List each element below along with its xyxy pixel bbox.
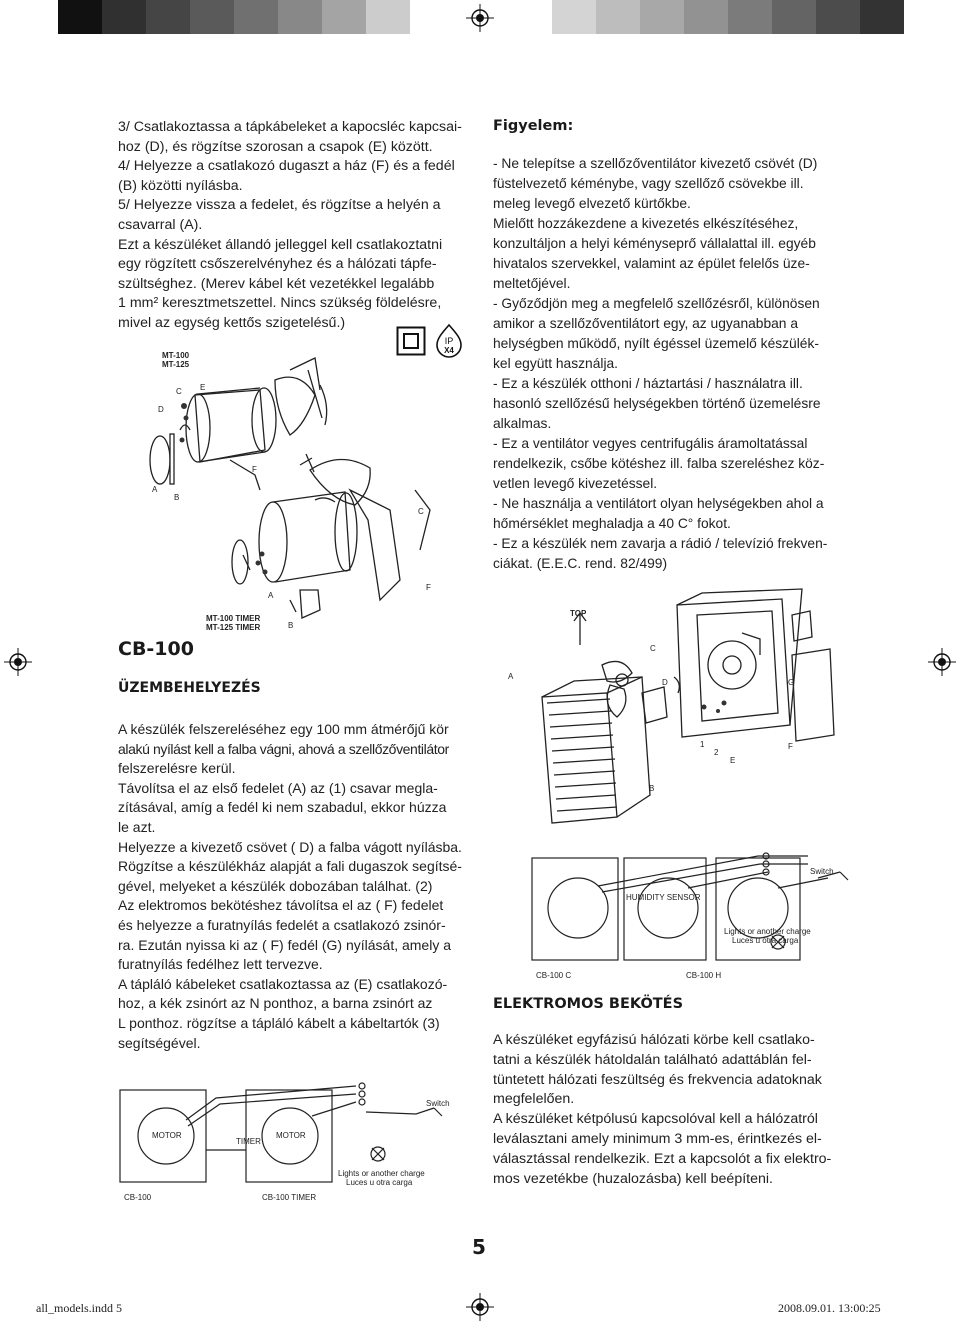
model-label: MT-125 (162, 360, 190, 369)
part-label: D (662, 678, 668, 687)
color-swatch (234, 0, 278, 34)
model-label: MT-100 (162, 351, 190, 360)
text-line: mivel az egység kettős szigetelésű.) (118, 314, 346, 331)
text-line: csavarral (A). (118, 216, 203, 233)
installation-text (118, 720, 470, 1053)
model-label: CB-100 H (686, 971, 722, 980)
text-line: 5/ Helyezze vissza a fedelet, és rögzítse a helyén a (118, 197, 441, 214)
text-line: Mielőtt hozzákezdene a kivezetés elkészítéséhez, (493, 216, 799, 231)
figyelem-section (493, 118, 845, 574)
text-line: - Ne használja a ventilátort olyan helységekben ahol a (493, 496, 824, 511)
note-line: Luces u otra carga (346, 1178, 413, 1187)
text-line: hoz (D), és rögzítse szorosan a csapok (E) között. (118, 138, 433, 155)
color-swatch (146, 0, 190, 34)
color-swatch (860, 0, 904, 34)
color-swatch (728, 0, 772, 34)
text-line: mos vezetékbe (huzalozásba) kell beépíteni. (493, 1170, 773, 1187)
color-swatch (366, 0, 410, 34)
text-line: helységben működő, nyílt égéssel üzemelő készülék- (493, 336, 819, 351)
timer-label: TIMER (236, 1137, 261, 1146)
part-label: A (268, 591, 274, 600)
text-line: ra. Ezután nyissa ki az ( F) fedél (G) nyílását, amely a (118, 936, 452, 953)
text-line: 3/ Csatlakoztassa a tápkábeleket a kapocsléc kapcsai- (118, 119, 462, 135)
text-line: le azt. (118, 818, 156, 835)
section-heading: ÜZEMBEHELYEZÉS (118, 680, 261, 696)
model-label: MT-100 TIMER (206, 614, 261, 623)
text-line: - Győződjön meg a megfelelő szellőzésről, különösen (493, 296, 820, 311)
exploded-fan-diagram (140, 350, 460, 640)
page-number: 5 (472, 1235, 486, 1259)
wiring-diagram-timer (116, 1080, 466, 1206)
text-line: leválasztani amely minimum 3 mm-es, érintkezés el- (493, 1130, 822, 1147)
part-label: F (788, 742, 793, 751)
text-line: megfelelően. (493, 1091, 575, 1108)
wiring-diagram-c-h (528, 842, 858, 984)
model-label: MT-125 TIMER (206, 623, 261, 632)
switch-label: Switch (810, 867, 834, 876)
text-line: - Ne telepítse a szellőzőventilátor kivezető csövét (D) (493, 156, 818, 171)
text-line: L ponthoz. rögzítse a tápláló kábelt a kábeltartók (3) (118, 1014, 440, 1031)
text-line: tüntetett hálózati feszültség és frekvencia adatoknak (493, 1071, 822, 1088)
elektromos-section (493, 996, 845, 1189)
part-label: D (158, 405, 164, 414)
text-line: zításával, amíg a fedél ki nem szabadul, ekkor húzza (118, 799, 447, 816)
model-label: CB-100 TIMER (262, 1193, 317, 1202)
note-line: Lights or another charge (724, 927, 811, 936)
elektromos-text (493, 1031, 845, 1189)
text-line: hasonló szellőzésű helységekben történő üzemelésre (493, 396, 821, 411)
color-swatch (640, 0, 684, 34)
text-line: - Ez a készülék nem zavarja a rádió / televízió frekven- (493, 536, 828, 551)
elektromos-title: ELEKTROMOS BEKÖTÉS (493, 996, 684, 1012)
text-line: amikor a szellőzőventilátort egy, az ugyanabban a (493, 316, 798, 331)
text-line: 1 mm² keresztmetszettel. Nincs szükség földelésre, (118, 295, 442, 312)
text-line: Ezt a készüléket állandó jelleggel kell csatlakoztatni (118, 236, 443, 253)
color-swatch (552, 0, 596, 34)
model-label: CB-100 (124, 1193, 152, 1202)
part-label: B (288, 621, 294, 630)
model-heading: CB-100 (118, 638, 194, 660)
note-line: Lights or another charge (338, 1169, 425, 1178)
part-label: C (650, 644, 656, 653)
part-label: E (730, 756, 736, 765)
color-swatch (596, 0, 640, 34)
text-line: - Ez a készülék otthoni / háztartási / használatra ill. (493, 376, 803, 391)
figyelem-title: Figyelem: (493, 118, 574, 134)
motor-label: MOTOR (276, 1131, 306, 1140)
part-label: A (152, 485, 158, 494)
part-label: C (176, 387, 182, 396)
text-line: A tápláló kábeleket csatlakoztassa az (E) csatlakozó- (118, 975, 448, 992)
install-steps-text (118, 118, 474, 334)
text-line: alkalmas. (493, 416, 552, 431)
part-label: G (788, 678, 795, 687)
text-line: felszerelésre kerül. (118, 760, 236, 777)
text-line: A készülék felszereléséhez egy 100 mm átmérőjű kör (118, 721, 449, 737)
text-line: Rögzítse a készülékház alapját a fali dugaszok segítsé- (118, 858, 462, 875)
part-label: 2 (714, 748, 719, 757)
text-line: gével, melyeket a készülék dobozában találhat. (2) (118, 877, 433, 894)
text-line: hőmérséklet meghaladja a 40 C° fokot. (493, 516, 731, 531)
text-line: segítségével. (118, 1034, 201, 1051)
text-line: 4/ Helyezze a csatlakozó dugaszt a ház (F) és a fedél (118, 158, 455, 175)
text-line: meleg levegő elvezető kürtőkbe. (493, 196, 691, 211)
text-line: hivatalos szervekkel, valamint az épület felelős üze- (493, 256, 810, 271)
text-line: (B) közötti nyílásba. (118, 177, 243, 194)
text-line: választással rendelkezik. Ezt a kapcsolót a fix elektro- (493, 1150, 832, 1167)
text-line: egy rögzített csőszerelvényhez és a hálózati tápfe- (118, 256, 437, 273)
ip-rating-bottom: X4 (444, 346, 454, 355)
text-line: A készüléket egyfázisú hálózati körbe kell csatlako- (493, 1032, 815, 1048)
text-line: - Ez a ventilátor vegyes centrifugális áramoltatással (493, 436, 808, 451)
part-label: E (200, 383, 206, 392)
part-label: B (174, 493, 180, 502)
color-swatch (322, 0, 366, 34)
motor-label: MOTOR (152, 1131, 182, 1140)
switch-label: Switch (426, 1099, 450, 1108)
part-label: C (418, 507, 424, 516)
text-line: rendelkezik, csőbe kötéshez ill. falba szereléshez köz- (493, 456, 825, 471)
text-line: vetlen levegő kivezetéssel. (493, 476, 658, 491)
note-line: Luces u otra carga (732, 936, 799, 945)
part-label: 1 (700, 740, 705, 749)
model-label: CB-100 C (536, 971, 572, 980)
text-line: ciákat. (E.E.C. rend. 82/499) (493, 556, 668, 571)
text-line: Helyezze a kivezető csövet ( D) a falba vágott nyílásba. (118, 838, 462, 855)
figyelem-text (493, 154, 845, 574)
text-line: és helyezze a furatnyílás fedelét a csatlakozó zsinór- (118, 916, 446, 933)
footer-filename: all_models.indd 5 (36, 1301, 122, 1315)
timer-model-labels (206, 614, 260, 632)
text-line: füstelvezető kéménybe, vagy szellőző csövekbe ill. (493, 176, 804, 191)
registration-mark-icon (928, 648, 956, 676)
text-line: tatni a készülék hátoldalán található adattáblán fel- (493, 1051, 812, 1068)
color-swatch (190, 0, 234, 34)
text-line: konzultáljon a helyi kéményseprő vállalattal ill. egyéb (493, 236, 816, 251)
part-label: F (252, 465, 257, 474)
text-line: Az elektromos bekötéshez távolítsa el az ( F) fedelet (118, 897, 444, 914)
color-swatch (102, 0, 146, 34)
part-label: A (508, 672, 514, 681)
text-line: alakú nyílást kell a falba vágni, ahová a szellőzőventilátor (118, 740, 449, 757)
text-line: A készüléket kétpólusú kapcsolóval kell a hálózatról (493, 1111, 818, 1128)
part-label: F (426, 583, 431, 592)
text-line: szültséghez. (Merev kábel két vezetékkel legalább (118, 275, 435, 292)
footer-timestamp: 2008.09.01. 13:00:25 (778, 1301, 881, 1315)
top-label: TOP (570, 609, 587, 618)
part-label: B (649, 784, 655, 793)
ip-rating-top: IP (444, 336, 454, 346)
cb100-exploded-diagram (492, 585, 852, 835)
color-swatch (58, 0, 102, 34)
registration-mark-icon (4, 648, 32, 676)
color-swatch (772, 0, 816, 34)
text-line: furatnyílás fedélhez lett tervezve. (118, 956, 323, 973)
color-swatch (684, 0, 728, 34)
color-swatch (816, 0, 860, 34)
text-line: Távolítsa el az első fedelet (A) az (1) csavar megla- (118, 779, 438, 796)
text-line: meltetőjével. (493, 276, 571, 291)
text-line: kel együtt használja. (493, 356, 619, 371)
registration-mark-icon (466, 4, 494, 32)
registration-mark-icon (466, 1293, 494, 1321)
color-swatch (278, 0, 322, 34)
text-line: hoz, a kék zsinórt az N ponthoz, a barna zsinórt az (118, 995, 433, 1012)
sensor-label: HUMIDITY SENSOR (626, 893, 701, 902)
